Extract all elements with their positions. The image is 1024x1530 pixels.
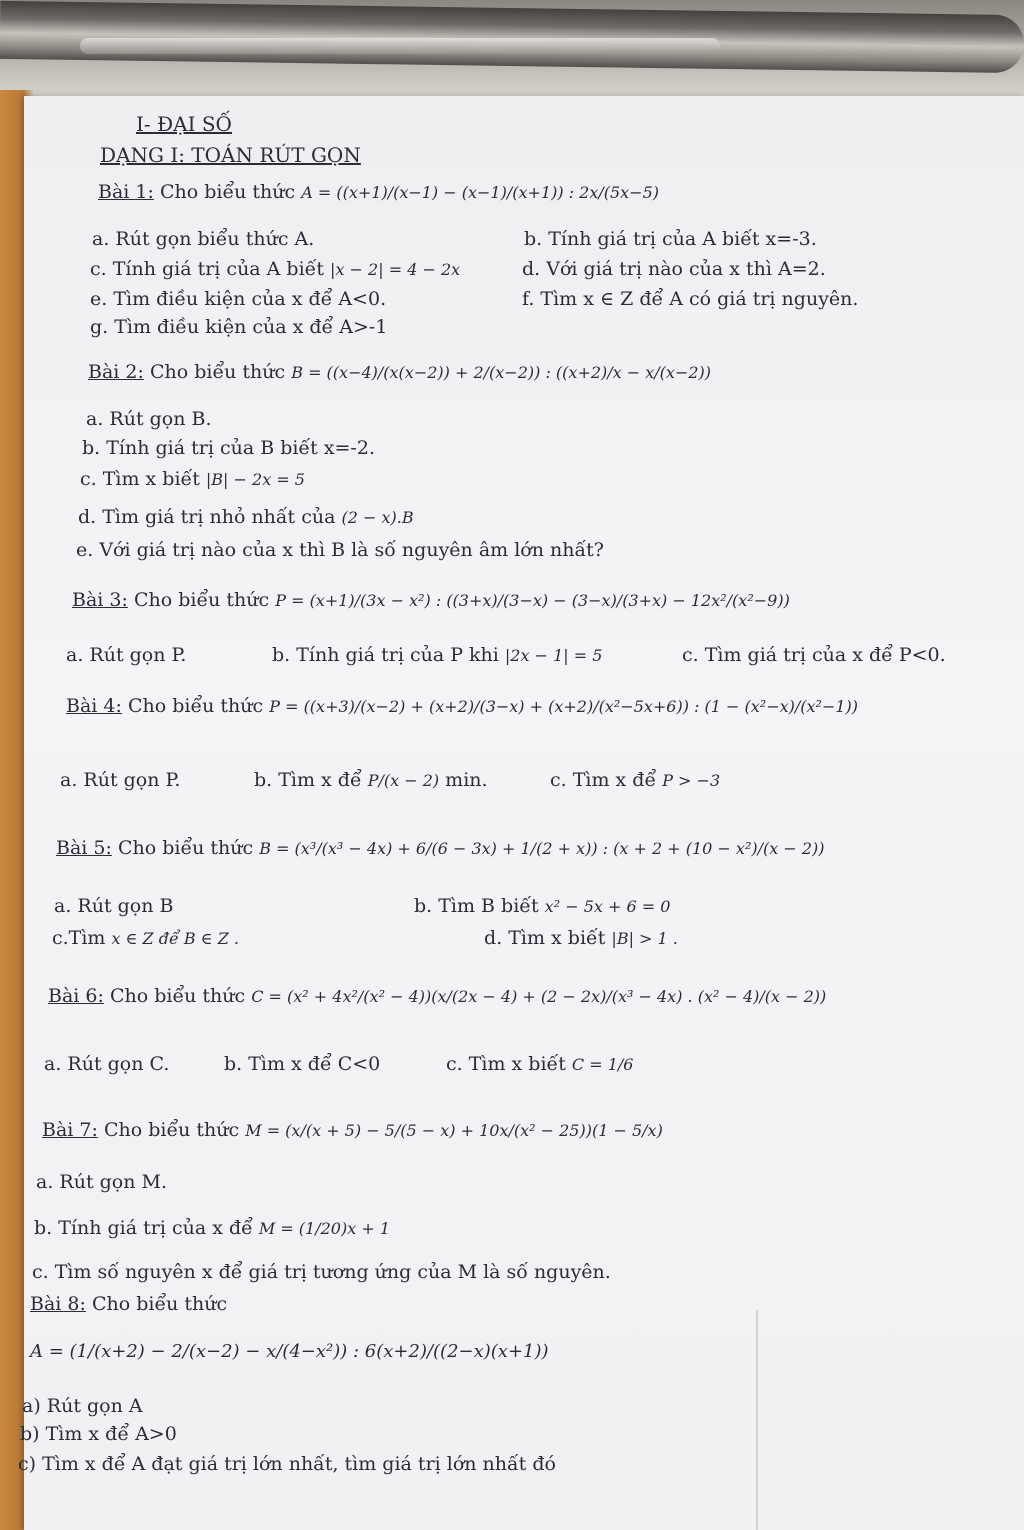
exercise-title: Bài 6:: [48, 985, 104, 1007]
question-text: c. Tính giá trị của A biết: [90, 258, 324, 280]
exercise-2-c: [80, 467, 305, 492]
exercise-3-a: a. Rút gọn P.: [66, 644, 187, 666]
expression: |B| − 2x = 5: [205, 470, 305, 489]
section-heading: I- ĐẠI SỐ: [136, 112, 232, 136]
expression: B = ((x−4)/(x(x−2)) + 2/(x−2)) : ((x+2)/x − x/(x−2)): [291, 363, 712, 382]
expression: P = (x+1)/(3x − x²) : ((3+x)/(3−x) − (3−x)/(3+x) − 12x²/(x²−9)): [275, 591, 790, 610]
expression: B = (x³/(x³ − 4x) + 6/(6 − 3x) + 1/(2 + x)) : (x + 2 + (10 − x²)/(x − 2)): [259, 839, 825, 858]
question-text: b. Tính giá trị của P khi: [272, 644, 499, 666]
exercise-4-header: [66, 694, 858, 719]
exercise-intro: Cho biểu thức: [133, 589, 270, 611]
expression: (2 − x).B: [341, 508, 414, 527]
question-text: c. Tìm x để: [550, 769, 657, 791]
expression: M = (1/20)x + 1: [258, 1219, 390, 1238]
exercise-title: Bài 7:: [42, 1119, 98, 1141]
exercise-5-a: a. Rút gọn B: [54, 895, 174, 917]
exercise-3-header: [72, 588, 790, 613]
expression: P > −3: [662, 771, 721, 790]
exercise-7-c: c. Tìm số nguyên x để giá trị tương ứng của M là số nguyên.: [32, 1261, 611, 1283]
expression: C = 1/6: [571, 1055, 634, 1074]
exercise-intro: Cho biểu thức: [127, 695, 264, 717]
pen-clip: [80, 38, 720, 54]
question-text: c. Tìm x biết: [80, 468, 200, 490]
expression: A = ((x+1)/(x−1) − (x−1)/(x+1)) : 2x/(5x−5): [301, 183, 659, 202]
exercise-1-header: [98, 180, 659, 205]
exercise-5-d: [484, 926, 678, 951]
exercise-7-header: [42, 1118, 663, 1143]
exercise-intro: Cho biểu thức: [159, 181, 296, 203]
question-text: b. Tìm B biết: [414, 895, 539, 917]
question-text: b. Tìm x để: [254, 769, 362, 791]
exercise-intro: Cho biểu thức: [117, 837, 254, 859]
exercise-title: Bài 4:: [66, 695, 122, 717]
exercise-8-header: [30, 1292, 227, 1316]
exercise-8-b: b) Tìm x để A>0: [20, 1423, 177, 1445]
exercise-1-b: b. Tính giá trị của A biết x=-3.: [524, 228, 817, 250]
paper-fold: [756, 1310, 758, 1530]
exercise-4-a: a. Rút gọn P.: [60, 769, 181, 791]
exercise-7-a: a. Rút gọn M.: [36, 1171, 167, 1193]
exercise-intro: Cho biểu thức: [109, 985, 246, 1007]
question-text: d. Tìm giá trị nhỏ nhất của: [78, 506, 336, 528]
exercise-title: Bài 3:: [72, 589, 128, 611]
exercise-6-header: [48, 984, 826, 1009]
expression: |x − 2| = 4 − 2x: [330, 260, 461, 279]
exercise-2-header: [88, 360, 711, 385]
expression: |B| > 1 .: [611, 929, 678, 948]
exercise-5-header: [56, 836, 825, 861]
exercise-1-d: d. Với giá trị nào của x thì A=2.: [522, 258, 826, 280]
exercise-8-c: c) Tìm x để A đạt giá trị lớn nhất, tìm giá trị lớn nhất đó: [18, 1453, 556, 1475]
exercise-4-c: [550, 768, 720, 793]
expression: x² − 5x + 6 = 0: [544, 897, 671, 916]
exercise-6-c: [446, 1052, 633, 1077]
exercise-2-b: b. Tính giá trị của B biết x=-2.: [82, 437, 375, 459]
expression: M = (x/(x + 5) − 5/(5 − x) + 10x/(x² − 25))(1 − 5/x): [245, 1121, 663, 1140]
question-text: d. Tìm x biết: [484, 927, 606, 949]
exercise-3-c: c. Tìm giá trị của x để P<0.: [682, 644, 946, 666]
exercise-5-b: [414, 894, 670, 919]
expression: P = ((x+3)/(x−2) + (x+2)/(3−x) + (x+2)/(x²−5x+6)) : (1 − (x²−x)/(x²−1)): [269, 697, 859, 716]
question-text: c.Tìm: [52, 927, 106, 949]
exercise-2-a: a. Rút gọn B.: [86, 408, 212, 430]
exercise-6-b: b. Tìm x để C<0: [224, 1053, 381, 1075]
exercise-1-g: g. Tìm điều kiện của x để A>-1: [90, 316, 388, 338]
exercise-8-expression: A = (1/(x+2) − 2/(x−2) − x/(4−x²)) : 6(x+2)/((2−x)(x+1)): [30, 1341, 549, 1362]
exercise-title: Bài 8:: [30, 1293, 86, 1315]
question-tail: min.: [445, 769, 488, 791]
exercise-title: Bài 2:: [88, 361, 144, 383]
exercise-1-c: [90, 257, 460, 282]
exercise-title: Bài 5:: [56, 837, 112, 859]
exercise-4-b: [254, 768, 488, 793]
exercise-5-c: [52, 926, 239, 951]
exercise-intro: Cho biểu thức: [103, 1119, 240, 1141]
expression: |2x − 1| = 5: [504, 646, 603, 665]
exercise-intro: Cho biểu thức: [91, 1293, 228, 1315]
exercise-1-e: e. Tìm điều kiện của x để A<0.: [90, 288, 387, 310]
exercise-7-b: [34, 1216, 390, 1241]
expression: P/(x − 2): [367, 771, 440, 790]
question-text: b. Tính giá trị của x để: [34, 1217, 253, 1239]
exercise-6-a: a. Rút gọn C.: [44, 1053, 170, 1075]
exercise-intro: Cho biểu thức: [149, 361, 286, 383]
type-heading: DẠNG I: TOÁN RÚT GỌN: [100, 143, 361, 167]
exercise-title: Bài 1:: [98, 181, 154, 203]
exercise-3-b: [272, 643, 602, 668]
exercise-2-d: [78, 505, 414, 530]
question-text: c. Tìm x biết: [446, 1053, 566, 1075]
exercise-1-a: a. Rút gọn biểu thức A.: [92, 228, 315, 250]
exercise-1-f: f. Tìm x ∈ Z để A có giá trị nguyên.: [522, 288, 859, 310]
expression: C = (x² + 4x²/(x² − 4))(x/(2x − 4) + (2 − 2x)/(x³ − 4x) . (x² − 4)/(x − 2)): [251, 987, 827, 1006]
exercise-8-a: a) Rút gọn A: [22, 1395, 143, 1417]
expression: x ∈ Z để B ∈ Z .: [111, 929, 239, 948]
exercise-2-e: e. Với giá trị nào của x thì B là số nguyên âm lớn nhất?: [76, 539, 604, 561]
